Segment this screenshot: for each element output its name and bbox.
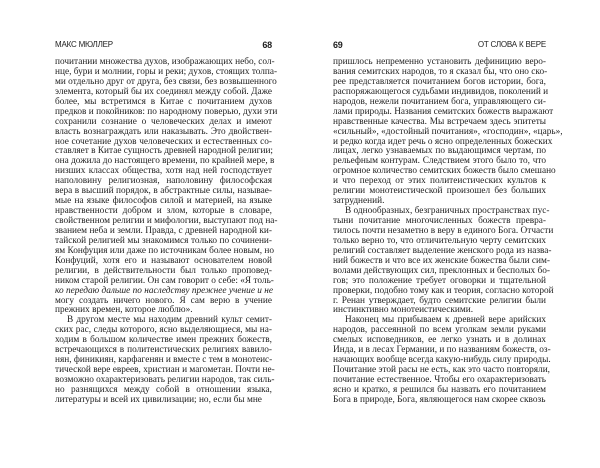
right-page-text: [333, 57, 563, 406]
text-line: свойственном религии и мифологии, выступают под на-: [55, 216, 278, 226]
text-line: и что переход от этих политеистических культов к: [333, 176, 546, 187]
text-line: инстинктивно монотеистическими.: [333, 305, 474, 316]
text-line: предков и покойников: по народному поверью, духи эти: [55, 106, 278, 117]
text-line: народов, рассеянной по всем уголкам земли руками: [333, 325, 546, 336]
text-line: нце, бури и молнии, горы и реки; духов, стоящих толпа-: [55, 66, 278, 77]
text-line: огромное количество семитских божеств было смешано: [333, 166, 556, 177]
text-line: но разнящихся между собой в отношении языка,: [55, 384, 272, 395]
text-line: Почитание этой расы не есть, как это часто повторяли,: [333, 365, 551, 376]
text-line: почитание естественное. Чтобы его охарактеризовать: [333, 375, 546, 385]
text-line: прежних времен, которое люблю».: [55, 305, 193, 316]
text-line: низших классах общества, хотя над ней господствует: [55, 166, 272, 177]
right-page-header: [333, 40, 546, 52]
text-line: религии монотеистической произошел без больших: [333, 186, 546, 197]
text-line: более, мы встретимся в Китае с почитанием духов: [55, 96, 272, 107]
text-line: нян, финикиян, карфагенян и вместе с тем в монотеис-: [55, 355, 273, 366]
text-line: ное сочетание духов человеческих и естественных со-: [55, 136, 272, 147]
text-line: ставляет в Китае сущность древней народной религии;: [55, 146, 274, 157]
text-line: почитании множества духов, изображающих небо, сол-: [55, 57, 275, 67]
text-line: сохранили сознание о человеческих делах и имеют: [55, 116, 272, 127]
page-number: 69: [333, 40, 343, 50]
right-page: [333, 0, 563, 468]
text-line: Инда, и в лесах Германии, и по названиям божеств, оз-: [333, 345, 551, 356]
text-line: рее представляется почитанием богов истории, бога,: [333, 76, 546, 87]
text-line: она дожила до настоящего времени, по крайней мере, в: [55, 156, 275, 167]
text-line: Конфуций, хотя его и называют основателем новой: [55, 255, 272, 266]
text-line: «сильный», «достойный почитания», «господин», «царь»,: [333, 126, 563, 137]
text-line: ми отдельно друг от друга, без связи, без возвышенного: [55, 76, 277, 87]
text-line: Наконец мы прибываем к древней вере арийских: [345, 315, 546, 326]
text-line: В другом месте мы находим древний культ семит-: [67, 315, 272, 326]
left-page-text: [55, 57, 278, 406]
running-head-author: МАКС МЮЛЛЕР: [55, 40, 113, 49]
text-line: и редко когда идет речь о ясно определенных божеских: [333, 136, 553, 147]
text-line: ний божеств и что все их женские божества были сим-: [333, 255, 551, 266]
text-line: ником старой религии. Он сам говорит о себе: «Я толь-: [55, 275, 274, 286]
text-line: ясно и кратко, я решился бы назвать его почитанием: [333, 384, 546, 395]
text-line: начающих вообще всегда какую-нибудь силу природы.: [333, 355, 551, 366]
text-line: ских рас, следы которого, ясно выделяющиеся, мы на-: [55, 325, 272, 336]
text-line: ходим в большом количестве имен прежних божеств,: [55, 335, 272, 346]
text-line: тайской религией мы знакомимся только по сочинени-: [55, 235, 272, 246]
text-line: лицах, легко узнаваемых по выдающимся чертам, по: [333, 146, 546, 157]
running-head-title: ОТ СЛОВА К ВЕРЕ: [477, 40, 546, 49]
text-line: тической вере евреев, христиан и магометан. Почти не-: [55, 365, 275, 376]
text-line: могу создать ничего нового. Я сам верю в учение: [55, 295, 272, 306]
text-line: власть вознаграждать или наказывать. Это двойствен-: [55, 126, 272, 137]
text-line: В однообразных, безграничных пространствах пус-: [345, 206, 550, 217]
text-line: встречающихся в политеистических религиях вавило-: [55, 345, 272, 356]
text-line: тыни почитание многочисленных божеств превра-: [333, 216, 546, 226]
text-line: ко передаю дальше по наследству прежнее учение и не: [55, 285, 273, 296]
text-line: г. Ренан утверждает, будто семитские религии были: [333, 295, 546, 306]
text-line: только верно то, что отличительную черту семитских: [333, 235, 546, 246]
text-line: вания семитских народов, то я сказал бы, что оно ско-: [333, 66, 548, 77]
left-page: [55, 0, 278, 468]
text-line: литературы и всей их цивилизации; но, если бы мне: [55, 394, 262, 405]
text-line: гов; это положение требует оговорки и тщательной: [333, 275, 546, 286]
text-line: смелых исповедников, ее легко узнать и в долинах: [333, 335, 546, 346]
text-line: званием неба и земли. Правда, с древней народной ки-: [55, 225, 272, 236]
text-line: пришлось непременно установить дефиницию веро-: [333, 57, 546, 67]
text-line: Бога в природе, Бога, являющегося нам скорее сквозь: [333, 394, 546, 405]
text-line: тилось почти незаметно в веру в единого Бога. Отчасти: [333, 225, 554, 236]
text-line: мые на языке философов силой и материей, на языке: [55, 196, 272, 207]
text-line: религии, в действительности был только проповед-: [55, 265, 272, 276]
text-line: элемента, который бы их соединял между собой. Даже: [55, 86, 272, 97]
text-line: ям Конфуция или даже по источникам более новым, но: [55, 245, 274, 256]
text-line: нравственные качества. Мы встречаем здесь эпитеты: [333, 116, 546, 127]
text-line: вера в высший порядок, в абстрактные силы, называе-: [55, 186, 272, 197]
text-line: народов, нежели почитанием бога, управляющего си-: [333, 96, 546, 107]
text-line: возможно охарактеризовать религии народов, так силь-: [55, 375, 275, 385]
text-line: волами действующих сил, преклонных и бесполых бо-: [333, 265, 550, 276]
text-line: лами природы. Названия семитских божеств выражают: [333, 106, 554, 117]
left-page-header: [55, 40, 272, 52]
text-line: распоряжающегося судьбами индивидов, поколений и: [333, 86, 549, 97]
page-number: 68: [262, 40, 272, 50]
text-line: религий составляет выделение женского рода из назва-: [333, 245, 552, 256]
text-line: проверки, подобно тому как и теория, согласно которой: [333, 285, 554, 296]
text-line: нравственности добром и злом, которые в словаре,: [55, 206, 272, 217]
text-line: затруднений.: [333, 196, 385, 207]
text-line: наполовину религиозная, наполовину философская: [55, 176, 272, 187]
text-line: рельефным контурам. Следствием этого было то, что: [333, 156, 546, 167]
